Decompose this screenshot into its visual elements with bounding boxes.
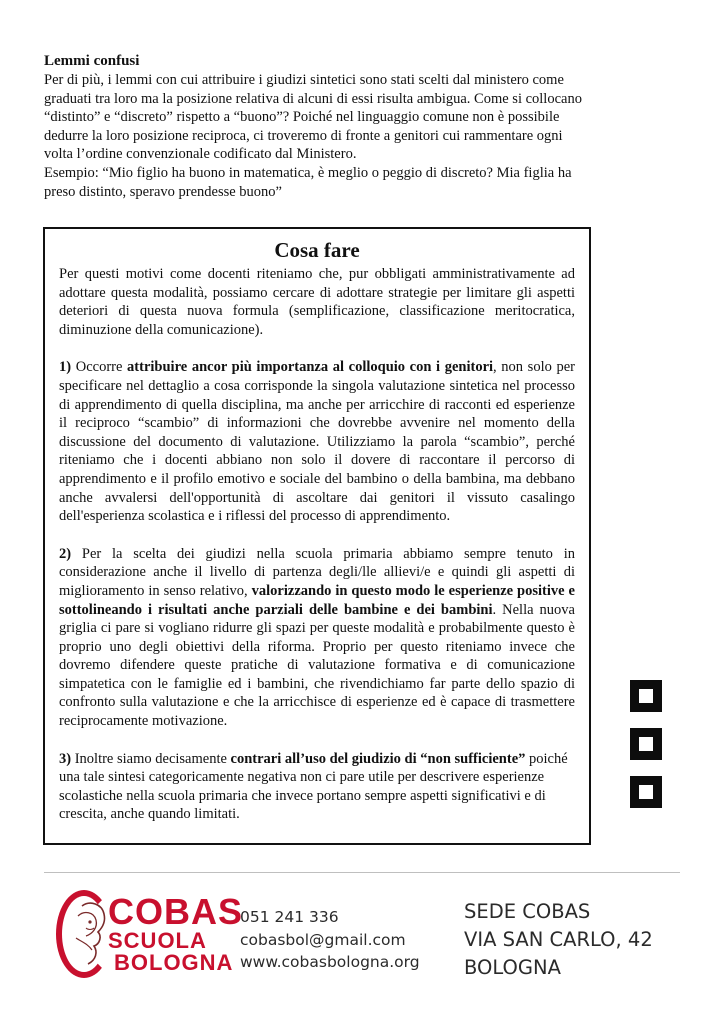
website: www.cobasbologna.org [240, 953, 420, 971]
box-title: Cosa fare [274, 238, 360, 262]
cobas-logo [56, 888, 244, 984]
point-2-number: 2) [59, 545, 72, 562]
email: cobasbol@gmail.com [240, 930, 406, 949]
point-1-bold: attribuire ancor più importanza al colloquio con i genitori [127, 359, 494, 376]
sede-line-1: SEDE COBAS [464, 900, 591, 923]
point-2-pre: Per la scelta dei giudizi nella scuola primaria abbiamo sempre tenuto in considerazione anche il livello di partenza degli/lle allievi/e e quindi gli aspetti di miglioramento in senso relativo, [59, 545, 575, 599]
logo-face-icon [68, 898, 112, 968]
sede-address [464, 898, 653, 982]
example-paragraph: Esempio: “Mio figlio ha buono in matematica, è meglio o peggio di discreto? Mia figlia ha preso distinto, speravo prendesse buono” [44, 164, 572, 200]
point-3-number: 3) [59, 750, 72, 767]
intro-paragraph: Per di più, i lemmi con cui attribuire i giudizi sintetici sono stati scelti dal ministero come graduati tra loro ma la posizione relativa di alcuni di essi risulta ambigua. Come si collocano “distinto” e “discreto” rispetto a “buono”? Poiché nel linguaggio comune non è possibile dedurre la loro posizione reciproca, ci troveremo di fronte a genitori cui rammentare ogni volta l’ordine convenzionale codificato dal Ministero. [44, 72, 582, 163]
intro-section [44, 52, 592, 201]
footer-divider [44, 872, 680, 873]
point-3-bold: contrari all’uso del giudizio di “non sufficiente” [230, 750, 526, 767]
logo-text-scuola: SCUOLA [108, 928, 207, 953]
logo-text-cobas: COBAS [108, 891, 244, 932]
point-2-post: . Nella nuova griglia ci pare si vogliano ridurre gli spazi per queste modalità e probabilmente questo è proprio uno degli obiettivi della riforma. Proprio per questo riteniamo invece che dovremo difendere queste pratiche di valutazione formativa e di comunicazione simpatetica con le famiglie ed i bambini, che rivendichiamo far parte dello spazio di confronto sulla valutazione e che la arricchisce di esperienze ed è capace di trasmettere reciprocamente motivazione. [59, 601, 575, 730]
section-heading: Lemmi confusi [44, 53, 140, 69]
square-icon [630, 776, 662, 808]
point-1 [59, 358, 575, 525]
point-2 [59, 545, 575, 731]
point-2-bold: valorizzando in questo modo le esperienze positive e sottolineando i risultati anche parziali delle bambine e dei bambini [59, 582, 575, 618]
logo-text-bologna: BOLOGNA [114, 950, 234, 975]
point-1-number: 1) [59, 359, 72, 376]
cosa-fare-box [43, 227, 591, 845]
point-3-post: poiché una tale sintesi categoricamente negativa non ci pare utile per descrivere esperienze scolastiche nella scuola primaria che invece portano sempre aspetti significativi e di crescita, anche quando limitati. [59, 750, 568, 823]
sede-line-3: BOLOGNA [464, 956, 561, 979]
square-icon [630, 728, 662, 760]
phone: 051 241 336 [240, 908, 339, 926]
point-1-pre: Occorre [71, 359, 128, 376]
point-1-post: , non solo per specificare nel dettaglio a cosa corrisponde la singola valutazione sintetica nel processo di apprendimento di quella disciplina, ma anche per arricchire di racconti ed esperienze il reciproco “scambio” di informazioni che dovrebbe avvenire nel momento della discussione del documento di valutazione. Utilizziamo la parola “scambio”, perché riteniamo che i docenti abbiano non solo il dovere di raccontare il percorso di apprendimento e il profilo emotivo e sociale del bambino o della bambina, ma debbano anche avvalersi dell'opportunità di ascoltare dai genitori il vissuto casalingo dell'esperienza scolastica e i riflessi del processo di apprendimento. [59, 359, 576, 525]
sede-line-2: VIA SAN CARLO, 42 [464, 928, 653, 951]
square-icon [630, 680, 662, 712]
point-3 [59, 750, 575, 824]
box-intro: Per questi motivi come docenti riteniamo che, pur obbligati amministrativamente ad adottare questa modalità, possiamo cercare di adottare strategie per limitare gli aspetti deteriori di questa nuova formula (semplificazione, classificazione meritocratica, diminuzione della comunicazione). [59, 266, 575, 338]
contacts [240, 906, 420, 974]
point-3-pre: Inoltre siamo decisamente [71, 750, 231, 767]
